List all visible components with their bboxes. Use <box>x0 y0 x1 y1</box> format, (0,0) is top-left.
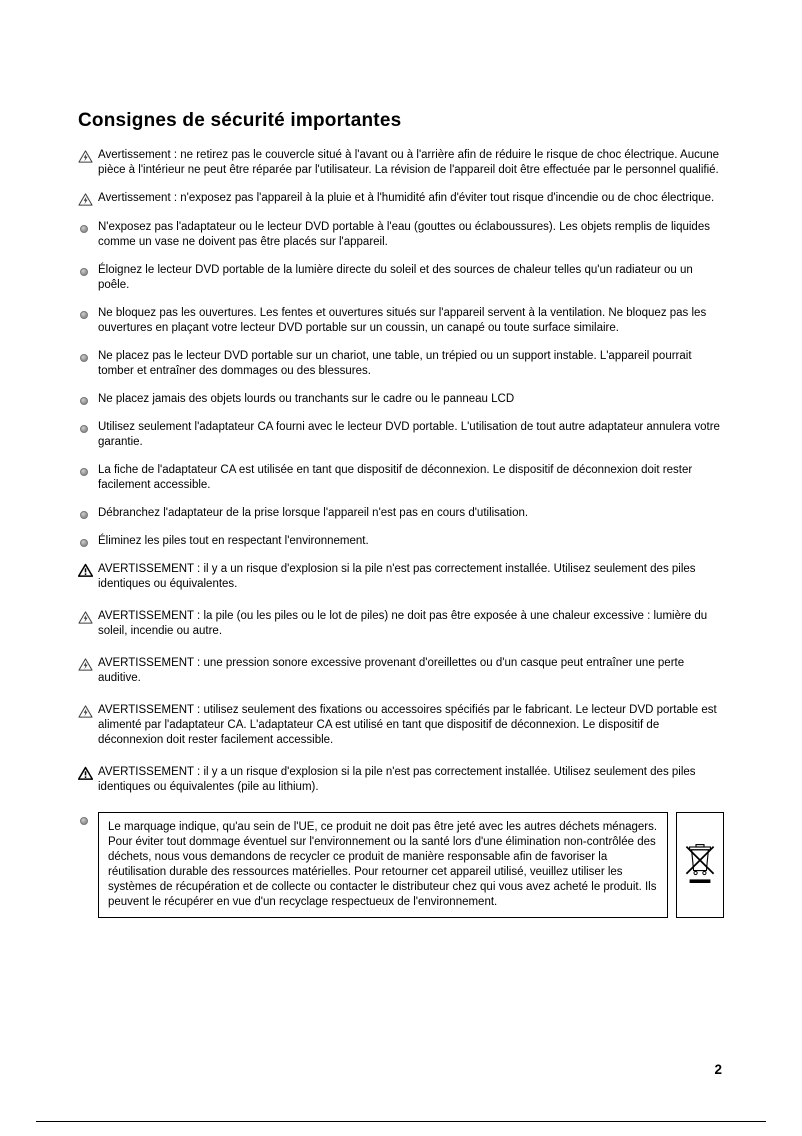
safety-item-text: Débranchez l'adaptateur de la prise lorsque l'appareil n'est pas en cours d'utilisation. <box>98 507 529 519</box>
safety-item <box>78 148 724 178</box>
warning-lightning-icon <box>78 703 98 719</box>
page-title: Consignes de sécurité importantes <box>78 110 402 131</box>
warning-lightning-icon <box>78 191 98 207</box>
safety-item <box>78 463 724 493</box>
bullet-icon <box>78 420 98 433</box>
warning-lightning-icon <box>78 656 98 672</box>
safety-item-text: Avertissement : n'exposez pas l'appareil à la pluie et à l'humidité afin d'éviter tout risque d'incendie ou de choc électrique. <box>98 192 715 204</box>
safety-item <box>78 420 724 450</box>
safety-item-text: Éliminez les piles tout en respectant l'environnement. <box>98 535 369 547</box>
warning-exclamation-icon <box>78 765 98 781</box>
warning-item <box>78 562 724 592</box>
safety-item-text: La fiche de l'adaptateur CA est utilisée en tant que dispositif de déconnexion. Le dispositif de déconnexion doit rester facilement accessible. <box>98 464 693 491</box>
safety-item <box>78 392 724 407</box>
bullet-icon <box>78 220 98 233</box>
warning-exclamation-icon <box>78 562 98 578</box>
safety-item <box>78 534 724 549</box>
weee-notice-text: Le marquage indique, qu'au sein de l'UE, ce produit ne doit pas être jeté avec les autres déchets ménagers. Pour éviter tout dommage éventuel sur l'environnement ou la santé lors d'une élimination non-contrôlée des déchets, nous vous demandons de recycler ce produit de manière responsable afin de favoriser la réutilisation durable des ressources matérielles. Pour retourner cet appareil utilisé, veuillez utiliser les systèmes de récupération et de collecte ou contacter le distributeur chez qui vous avez acheté le produit. Ils peuvent le récupérer en vue d'un recyclage respectueux de l'environnement. <box>98 812 668 918</box>
warning-item-text: AVERTISSEMENT : il y a un risque d'explosion si la pile n'est pas correctement installée. Utilisez seulement des piles identiques ou équivalentes (pile au lithium). <box>98 766 696 793</box>
page-number: 2 <box>714 1062 722 1077</box>
safety-item <box>78 306 724 336</box>
warning-lightning-icon <box>78 609 98 625</box>
safety-item <box>78 506 724 521</box>
warning-item-text: AVERTISSEMENT : la pile (ou les piles ou le lot de piles) ne doit pas être exposée à une chaleur excessive : lumière du soleil, incendie ou autre. <box>98 610 708 637</box>
weee-notice <box>78 812 724 918</box>
bullet-icon <box>78 534 98 547</box>
bullet-icon <box>78 392 98 405</box>
footer-divider <box>36 1121 766 1122</box>
bullet-icon <box>78 349 98 362</box>
bullet-icon <box>78 463 98 476</box>
safety-item <box>78 191 724 207</box>
safety-item <box>78 220 724 250</box>
warning-item <box>78 765 724 795</box>
bullet-icon <box>78 506 98 519</box>
warning-lightning-icon <box>78 148 98 164</box>
weee-crossed-bin-icon <box>676 812 724 918</box>
safety-item-text: Avertissement : ne retirez pas le couvercle situé à l'avant ou à l'arrière afin de réduire le risque de choc électrique. Aucune pièce à l'intérieur ne peut être réparée par l'utilisateur. La révision de l'appareil doit être effectuée par le personnel qualifié. <box>98 149 720 176</box>
bullet-icon <box>78 306 98 319</box>
safety-item <box>78 349 724 379</box>
safety-item-text: Ne bloquez pas les ouvertures. Les fentes et ouvertures situés sur l'appareil servent à la ventilation. Ne bloquez pas les ouvertures en plaçant votre lecteur DVD portable sur un coussin, un canapé ou toute surface similaire. <box>98 307 707 334</box>
safety-item-text: Ne placez jamais des objets lourds ou tranchants sur le cadre ou le panneau LCD <box>98 393 515 405</box>
warning-item-text: AVERTISSEMENT : utilisez seulement des fixations ou accessoires spécifiés par le fabricant. Le lecteur DVD portable est alimenté par l'adaptateur CA. L'adaptateur CA est utilisé en tant que dispositif de déconnexion. Le dispositif de déconnexion doit rester facilement accessible. <box>98 704 717 746</box>
safety-item-text: N'exposez pas l'adaptateur ou le lecteur DVD portable à l'eau (gouttes ou éclaboussures). Les objets remplis de liquides comme un vase ne doivent pas être placés sur l'appareil. <box>98 221 710 248</box>
bullet-icon <box>78 812 98 825</box>
bullet-icon <box>78 263 98 276</box>
safety-item-text: Ne placez pas le lecteur DVD portable sur un chariot, une table, un trépied ou un support instable. L'appareil pourrait tomber et entraîner des dommages ou des blessures. <box>98 350 692 377</box>
warning-item-text: AVERTISSEMENT : il y a un risque d'explosion si la pile n'est pas correctement installée. Utilisez seulement des piles identiques ou équivalentes. <box>98 563 696 590</box>
warning-item <box>78 703 724 748</box>
safety-item-text: Utilisez seulement l'adaptateur CA fourni avec le lecteur DVD portable. L'utilisation de tout autre adaptateur annulera votre garantie. <box>98 421 720 448</box>
warning-item <box>78 656 724 686</box>
warning-item <box>78 609 724 639</box>
safety-item <box>78 263 724 293</box>
warning-item-text: AVERTISSEMENT : une pression sonore excessive provenant d'oreillettes ou d'un casque peut entraîner une perte auditive. <box>98 657 685 684</box>
safety-item-text: Éloignez le lecteur DVD portable de la lumière directe du soleil et des sources de chaleur telles qu'un radiateur ou un poêle. <box>98 264 693 291</box>
